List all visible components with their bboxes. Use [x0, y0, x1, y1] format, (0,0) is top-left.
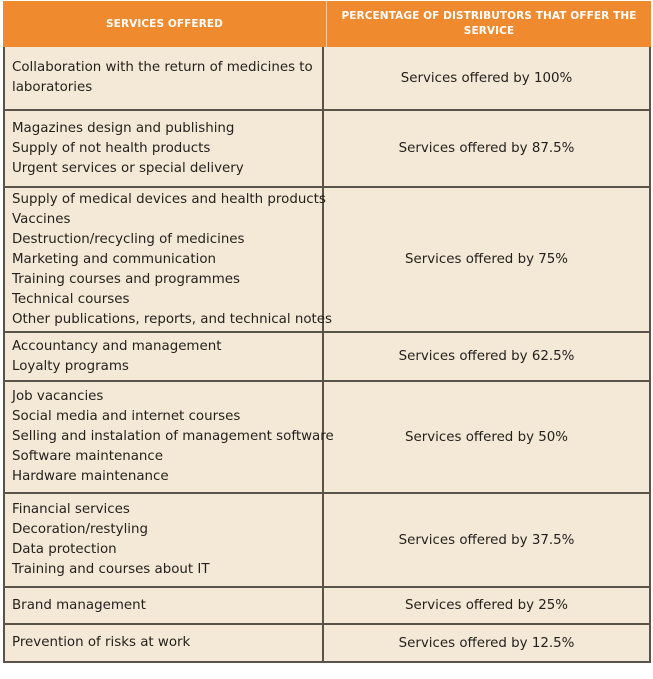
table-row — [5, 109, 649, 186]
service-item: Accountancy and management — [12, 338, 222, 354]
service-item: Training courses and programmes — [12, 271, 240, 287]
header-percentage: PERCENTAGE OF DISTRIBUTORS THAT OFFER THE SERVICE — [341, 10, 637, 37]
service-item: Prevention of risks at work — [12, 635, 191, 650]
table-row — [5, 331, 649, 380]
service-item: Social media and internet courses — [12, 409, 241, 424]
percentage-cell: Services offered by 37.5% — [398, 532, 575, 548]
service-item: Training and courses about IT — [12, 562, 210, 577]
service-item: Financial services — [12, 502, 130, 517]
table-row — [5, 586, 649, 623]
table-row — [5, 492, 649, 586]
table-row — [5, 623, 649, 661]
percentage-cell: Services offered by 12.5% — [398, 635, 575, 651]
percentage-cell: Services offered by 75% — [404, 252, 569, 267]
service-item: Data protection — [12, 542, 117, 557]
service-item: Supply of not health products — [12, 140, 211, 156]
percentage-cell: Services offered by 87.5% — [398, 141, 575, 156]
table-row — [5, 47, 649, 109]
services-cell — [5, 588, 324, 623]
services-cell — [5, 382, 334, 492]
percentage-cell: Services offered by 50% — [404, 429, 569, 445]
services-table — [3, 1, 651, 663]
services-cell — [5, 494, 324, 586]
service-item: Brand management — [12, 597, 146, 613]
table-header — [3, 1, 651, 47]
service-item: Urgent services or special delivery — [12, 160, 244, 176]
service-item: Decoration/restyling — [12, 522, 149, 537]
percentage-cell: Services offered by 100% — [400, 70, 573, 86]
service-item: Magazines design and publishing — [12, 120, 235, 136]
header-services-offered: SERVICES OFFERED — [3, 1, 327, 47]
percentage-cell: Services offered by 62.5% — [398, 349, 575, 364]
service-item: Other publications, reports, and technical notes — [12, 311, 332, 327]
service-item: Job vacancies — [12, 389, 104, 404]
service-item: Software maintenance — [12, 449, 164, 464]
table-row — [5, 186, 649, 331]
table-body — [3, 47, 651, 663]
service-item: Marketing and communication — [12, 251, 216, 267]
service-item: Loyalty programs — [12, 358, 129, 374]
service-item: Technical courses — [12, 291, 130, 307]
services-cell — [5, 188, 332, 331]
service-item: Hardware maintenance — [12, 469, 169, 484]
percentage-cell: Services offered by 25% — [404, 598, 569, 613]
services-cell — [5, 333, 324, 380]
services-cell — [5, 47, 324, 109]
service-item: Supply of medical devices and health products — [12, 191, 326, 207]
service-item: Selling and instalation of management software — [12, 429, 334, 444]
services-cell — [5, 625, 324, 661]
service-item: Collaboration with the return of medicines to laboratories — [12, 60, 313, 95]
services-cell — [5, 111, 324, 186]
table-row — [5, 380, 649, 492]
service-item: Destruction/recycling of medicines — [12, 231, 245, 247]
service-item: Vaccines — [12, 211, 71, 227]
